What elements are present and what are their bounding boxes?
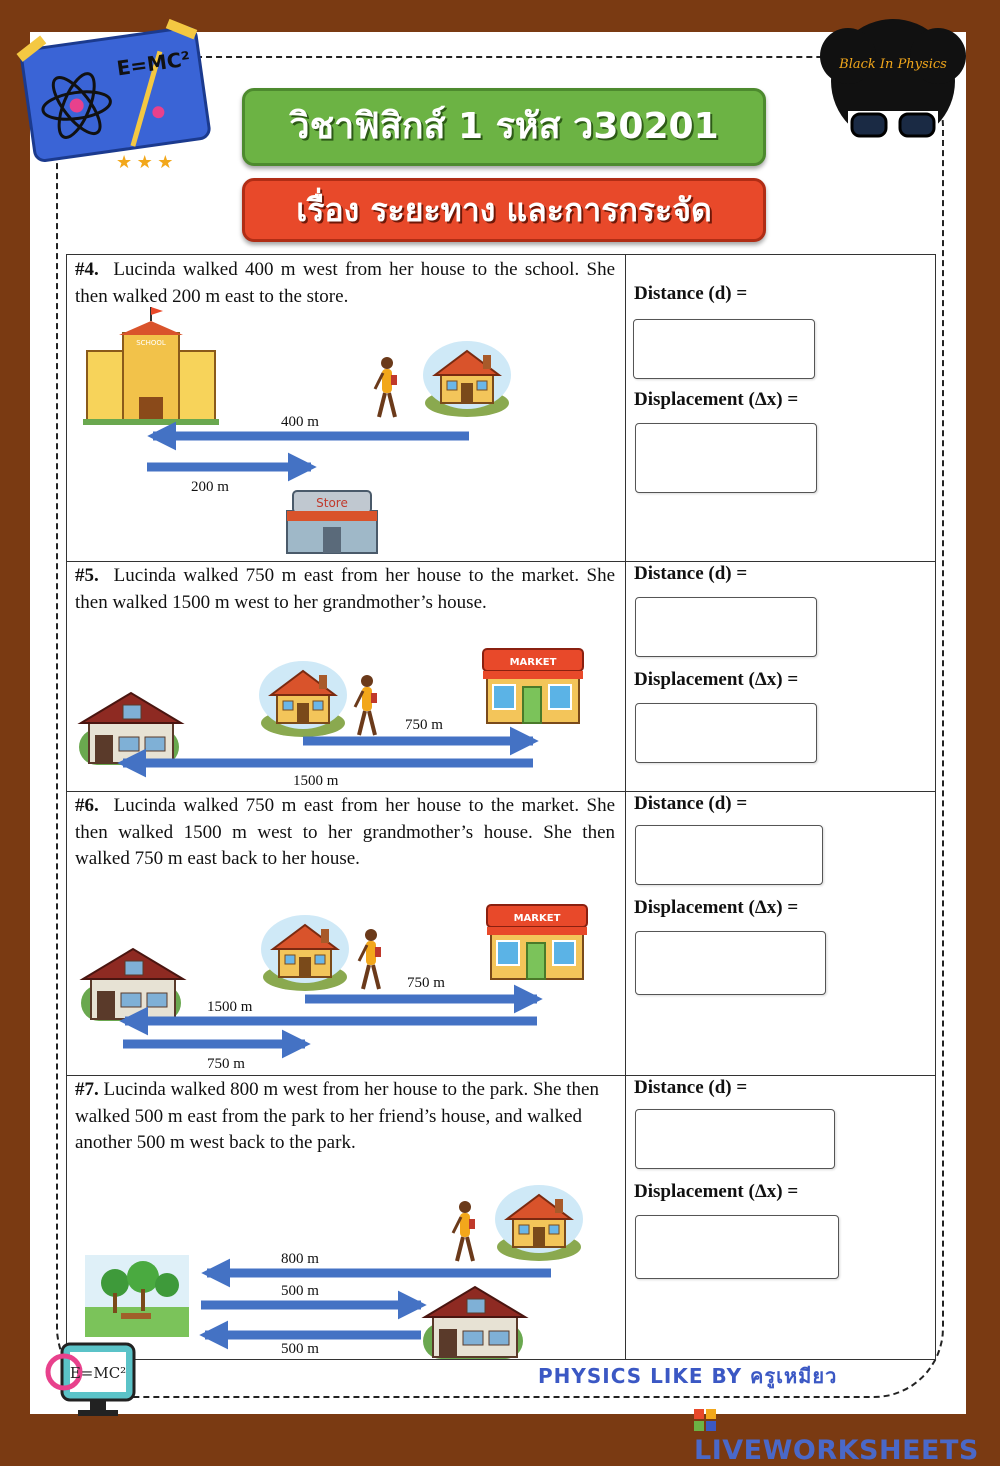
- question-cell: [67, 255, 626, 561]
- question-number: #6.: [75, 795, 99, 816]
- girl-icon: [375, 357, 397, 417]
- grandmother-house-icon: [79, 693, 181, 765]
- arrow-label-750m: 750 m: [405, 717, 443, 733]
- displacement-label: Displacement (Δx) =: [634, 389, 799, 410]
- displacement-answer-box[interactable]: [635, 931, 826, 995]
- market-icon: [483, 649, 583, 723]
- friend-house-icon: [423, 1287, 525, 1359]
- distance-label: Distance (d) =: [634, 1077, 748, 1098]
- question-body: Lucinda walked 750 m east from her house to the market. She then walked 1500 m west to her grandmother’s house.: [75, 565, 616, 613]
- answer-cell: [625, 561, 935, 791]
- displacement-label: Displacement (Δx) =: [634, 669, 799, 690]
- house-icon: [259, 661, 347, 737]
- girl-icon: [359, 929, 381, 989]
- distance-label: Distance (d) =: [634, 793, 748, 814]
- logo-text: Black In Physics: [839, 57, 947, 72]
- subject-title-banner: วิชาฟิสิกส์ 1 รหัส ว30201: [242, 88, 766, 166]
- question-cell: [67, 791, 626, 1075]
- answer-cell: [625, 255, 935, 561]
- distance-answer-box[interactable]: [635, 1109, 835, 1169]
- school-label: SCHOOL: [136, 339, 166, 347]
- question-row-5: [67, 561, 935, 792]
- answer-cell: [625, 1075, 935, 1359]
- market-label: MARKET: [509, 657, 557, 668]
- distance-label: Distance (d) =: [634, 283, 748, 304]
- topic-title-banner: เรื่อง ระยะทาง และการกระจัด: [242, 178, 766, 242]
- question-body: Lucinda walked 750 m east from her house to the market. She then walked 1500 m west to her grandmother’s house. She then walked 750 m east back to her house.: [75, 795, 616, 869]
- question-number: #5.: [75, 565, 99, 586]
- scene-q7: [67, 1075, 625, 1359]
- liveworksheets-brand: [694, 1404, 1000, 1466]
- scene-q4: [67, 255, 625, 561]
- distance-answer-box[interactable]: [635, 825, 823, 885]
- question-row-6: [67, 791, 935, 1076]
- question-row-4: [67, 255, 935, 562]
- distance-answer-box[interactable]: [635, 597, 817, 657]
- answer-cell: [625, 791, 935, 1075]
- girl-icon: [355, 675, 377, 735]
- house-icon: [261, 915, 349, 991]
- footer-credit: PHYSICS LIKE BY ครูเหมียว: [538, 1364, 838, 1388]
- arrow-label-750m: 750 m: [407, 975, 445, 991]
- arrow-label-200m: 200 m: [191, 479, 229, 495]
- arrow-label-800m: 800 m: [281, 1251, 319, 1267]
- displacement-label: Displacement (Δx) =: [634, 897, 799, 918]
- emc2-sticker-icon: [16, 18, 216, 178]
- girl-icon: [453, 1201, 475, 1261]
- arrow-label-1500m: 1500 m: [293, 773, 339, 789]
- emc2-computer-sticker-icon: [40, 1326, 150, 1426]
- arrow-label-400m: 400 m: [281, 414, 319, 430]
- displacement-answer-box[interactable]: [635, 703, 817, 763]
- liveworksheets-logo-icon: [694, 1409, 716, 1431]
- arrow-label-750m-return: 750 m: [207, 1056, 245, 1072]
- question-body: Lucinda walked 800 m west from her house to the park. She then walked 500 m east from the park to her friend’s house, and walked another 500 m west back to the park.: [75, 1079, 599, 1153]
- question-body: Lucinda walked 400 m west from her house to the school. She then walked 200 m east to the store.: [75, 259, 615, 307]
- bottom-sticker-text: E=MC²: [69, 1364, 127, 1382]
- distance-answer-box[interactable]: [633, 319, 815, 379]
- distance-label: Distance (d) =: [634, 563, 748, 584]
- question-cell: [67, 1075, 626, 1359]
- displacement-answer-box[interactable]: [635, 423, 817, 493]
- school-icon: [83, 307, 219, 425]
- house-icon: [495, 1185, 583, 1261]
- arrow-label-1500m: 1500 m: [207, 999, 253, 1015]
- grandmother-house-icon: [81, 949, 183, 1021]
- question-number: #7.: [75, 1079, 99, 1100]
- scene-q5: [67, 561, 625, 791]
- store-icon: [287, 491, 377, 553]
- market-icon: [487, 905, 587, 979]
- question-cell: [67, 561, 626, 791]
- black-in-physics-logo: [808, 16, 978, 156]
- house-icon: [423, 341, 511, 417]
- displacement-answer-box[interactable]: [635, 1215, 839, 1279]
- store-label: Store: [316, 496, 348, 510]
- park-icon: [85, 1255, 189, 1337]
- market-label: MARKET: [513, 913, 561, 924]
- question-row-7: [67, 1075, 935, 1359]
- displacement-label: Displacement (Δx) =: [634, 1181, 799, 1202]
- emc2-sticker-text: E=MC²: [115, 46, 192, 81]
- liveworksheets-text: LIVEWORKSHEETS: [694, 1435, 979, 1466]
- arrow-label-500m-east: 500 m: [281, 1283, 319, 1299]
- svg-text:★ ★ ★: ★ ★ ★: [116, 152, 174, 172]
- scene-q6: [67, 791, 625, 1075]
- arrow-label-500m-west: 500 m: [281, 1341, 319, 1357]
- question-table: [66, 254, 936, 1360]
- question-number: #4.: [75, 259, 99, 280]
